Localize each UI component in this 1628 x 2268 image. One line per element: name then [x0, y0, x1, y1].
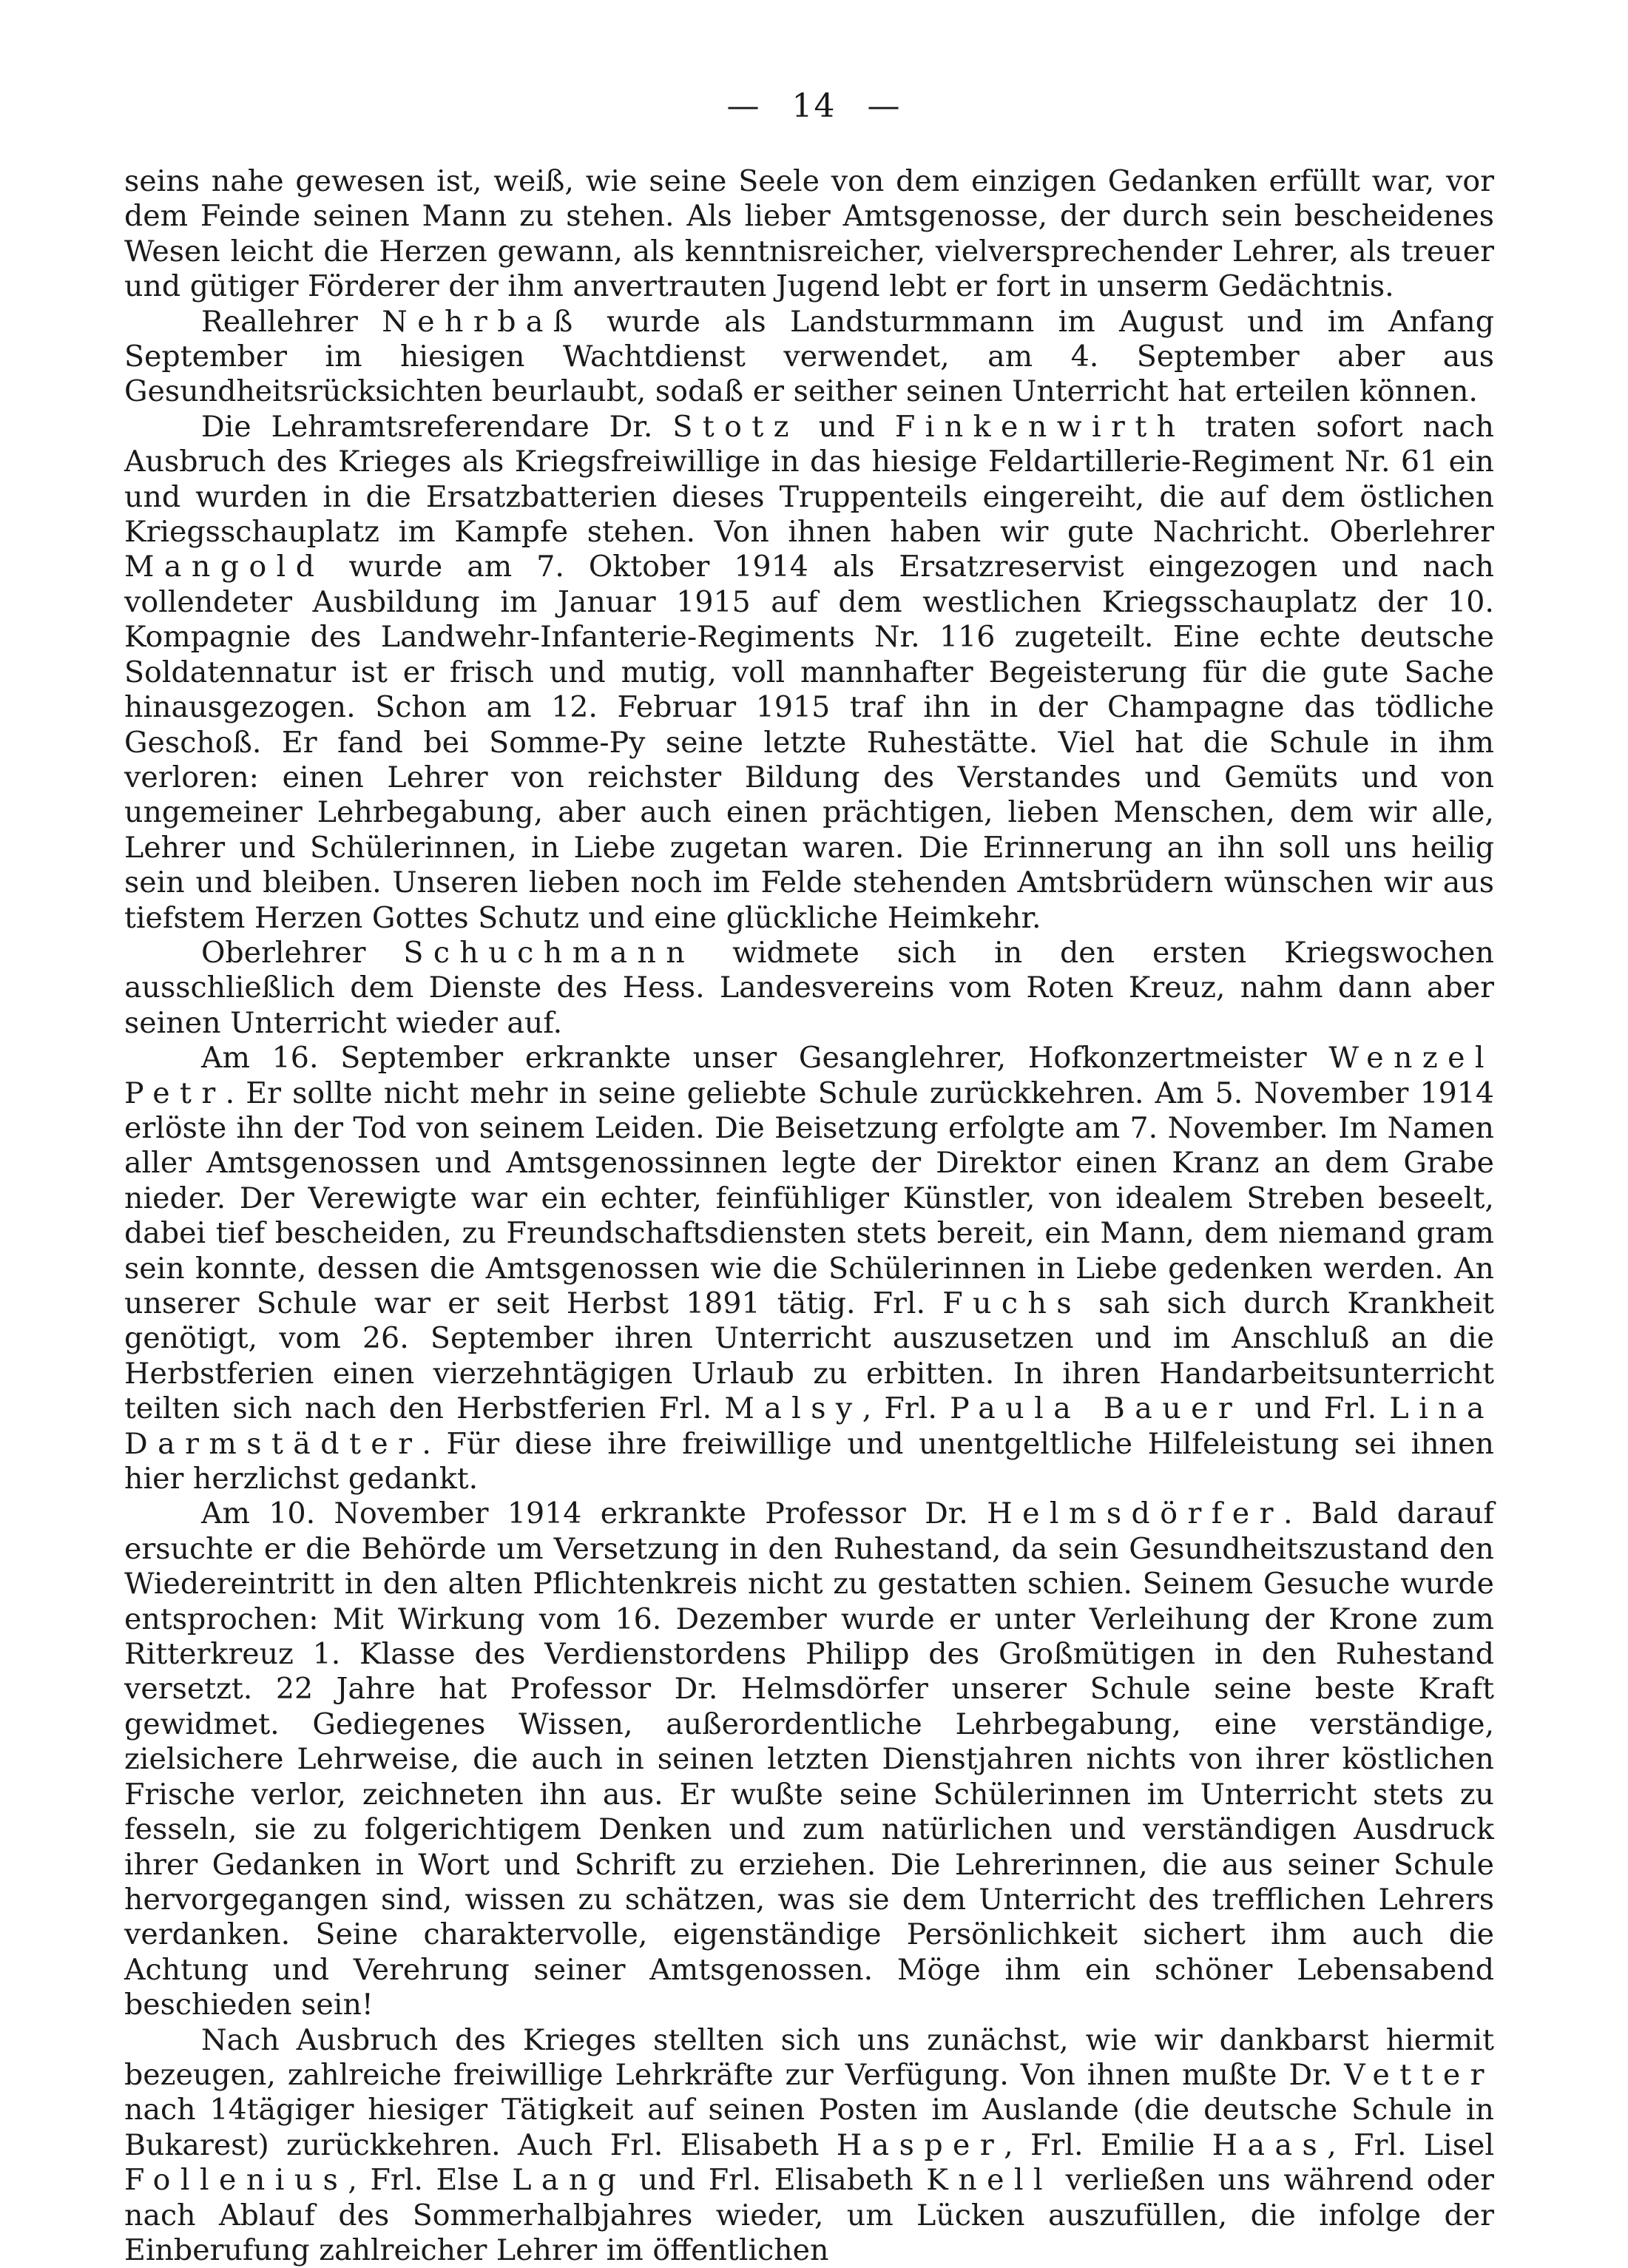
spaced-name: Schuchmann [403, 935, 695, 970]
paragraph [124, 2023, 1494, 2268]
text-run: sah sich durch Krankheit genötigt, vom 26. September ihren Unterricht auszusetzen und im Anschluß an die Herbstferien einen vierzehntägigen Urlaub zu erbitten. In ihren Handarbeitsunterricht teilten sich nach den Herbstferien Frl. [124, 1286, 1494, 1426]
text-run: wurde am 7. Oktober 1914 als Ersatzreservist eingezogen und nach vollendeter Ausbildung im Januar 1915 auf dem westlichen Kriegsschauplatz der 10. Kompagnie des Landwehr-Infanterie-Regiments Nr. 116 zugeteilt. Eine echte deutsche Soldatennatur ist er frisch und mutig, voll mannhafter Begeisterung für die gute Sache hinausgezogen. Schon am 12. Februar 1915 traf ihn in der Champagne das tödliche Geschoß. Er fand bei Somme-Py seine letzte Ruhestätte. Viel hat die Schule in ihm verloren: einen Lehrer von reichster Bildung des Verstandes und Gemüts und von ungemeiner Lehrbegabung, aber auch einen prächtigen, lieben Menschen, dem wir alle, Lehrer und Schülerinnen, in Liebe zugetan waren. Die Erinnerung an ihn soll uns heilig sein und bleiben. Unseren lieben noch im Felde stehenden Amtsbrüdern wünschen wir aus tiefstem Herzen Gottes Schutz und eine glückliche Heimkehr. [124, 550, 1494, 935]
spaced-name: Lang [512, 2163, 626, 2198]
spaced-name: Knell [926, 2163, 1053, 2198]
text-run: und Frl. [1242, 1391, 1390, 1426]
text-run: verließen uns während oder nach Ablauf des Sommerhalbjahres wieder, um Lücken auszufüllen, die infolge der Einberufung zahlreicher Lehrer im öffentlichen [124, 2163, 1494, 2267]
paragraph [124, 1496, 1494, 2022]
spaced-name: Helmsdörfer [987, 1496, 1283, 1531]
body-text [124, 164, 1494, 2268]
spaced-name: Lina Darmstädter [124, 1391, 1494, 1461]
text-run: . Für diese ihre freiwillige und unentgeltliche Hilfeleistung sei ihnen hier herzlichst gedankt. [124, 1426, 1494, 1496]
paragraph [124, 164, 1494, 305]
text-run: . Er sollte nicht mehr in seine geliebte Schule zurückkehren. Am 5. November 1914 erlöste ihn der Tod von seinem Leiden. Die Beisetzung erfolgte am 7. November. Im Namen aller Amtsgenossen und Amtsgenossinnen legte der Direktor einen Kranz an dem Grabe nieder. Der Verewigte war ein echter, feinfühliger Künstler, von idealem Streben beseelt, dabei tief bescheiden, zu Freundschaftsdiensten stets bereit, ein Mann, dem niemand gram sein konnte, dessen die Amtsgenossen wie die Schülerinnen in Liebe gedenken werden. An unserer Schule war er seit Herbst 1891 tätig. Frl. [124, 1076, 1494, 1320]
spaced-name: Finkenwirth [894, 409, 1186, 444]
text-run: , Frl. Emilie [1004, 2127, 1212, 2162]
text-run: Nach Ausbruch des Krieges stellten sich uns zunächst, wie wir dankbarst hiermit bezeugen, zahlreiche freiwillige Lehrkräfte zur Verfügung. Von ihnen mußte Dr. [124, 2022, 1494, 2092]
text-run: widmete sich in den ersten Kriegswochen ausschließlich dem Dienste des Hess. Landesvereins vom Roten Kreuz, nahm dann aber seinen Unterricht wieder auf. [124, 935, 1494, 1040]
spaced-name: Paula Bauer [950, 1391, 1243, 1426]
text-run: Am 16. September erkrankte unser Gesanglehrer, Hofkonzertmeister [201, 1041, 1329, 1076]
spaced-name: Stotz [672, 409, 799, 444]
paragraph [124, 1041, 1494, 1496]
spaced-name: Malsy [724, 1391, 862, 1426]
text-run: , Frl. Else [348, 2163, 513, 2198]
text-run: , Frl. Lisel [1327, 2127, 1494, 2162]
paragraph [124, 410, 1494, 936]
spaced-name: Wenzel Petr [124, 1041, 1494, 1110]
text-run: Die Lehramtsreferendare Dr. [201, 409, 673, 444]
text-run: und [798, 409, 895, 444]
text-run: traten sofort nach Ausbruch des Krieges als Kriegsfreiwillige in das hiesige Feldartillerie-Regiment Nr. 61 ein und wurden in die Ersatzbatterien dieses Truppenteils eingereiht, die auf dem östlichen Kriegsschauplatz im Kampfe stehen. Von ihnen haben wir gute Nachricht. Oberlehrer [124, 409, 1494, 550]
page-number-dash-left: — [726, 87, 761, 125]
text-run: Reallehrer [201, 304, 382, 339]
text-run: Oberlehrer [201, 935, 404, 970]
text-run: wurde als Landsturmmann im August und im Anfang September im hiesigen Wachtdienst verwendet, am 4. September aber aus Gesundheitsrücksichten beurlaubt, sodaß er seither seinen Unterricht hat erteilen können. [124, 304, 1494, 409]
spaced-name: Haas [1212, 2127, 1328, 2162]
text-run: Am 10. November 1914 erkrankte Professor Dr. [201, 1496, 987, 1531]
spaced-name: Follenius [124, 2163, 348, 2198]
page-number-dash-right: — [867, 87, 902, 125]
text-run: nach 14tägiger hiesiger Tätigkeit auf seinen Posten im Auslande (die deutsche Schule in Bukarest) zurückkehren. Auch Frl. Elisabeth [124, 2093, 1494, 2162]
spaced-name: Fuchs [942, 1286, 1082, 1320]
spaced-name: Hasper [836, 2127, 1004, 2162]
page-number: 14 [791, 87, 837, 125]
spaced-name: Vetter [1344, 2057, 1494, 2092]
spaced-name: Nehrbaß [382, 304, 583, 339]
paragraph [124, 936, 1494, 1041]
text-run: seins nahe gewesen ist, weiß, wie seine Seele von dem einzigen Gedanken erfüllt war, vor dem Feinde seinen Mann zu stehen. Als lieber Amtsgenosse, der durch sein bescheidenes Wesen leicht die Herzen gewann, als kenntnisreicher, vielversprechender Lehrer, als treuer und gütiger Förderer der ihm anvertrauten Jugend lebt er fort in unserm Gedächtnis. [124, 164, 1494, 304]
text-run: und Frl. Elisabeth [626, 2163, 927, 2198]
text-run: , Frl. [862, 1391, 950, 1426]
spaced-name: Mangold [124, 550, 325, 584]
paragraph [124, 305, 1494, 410]
text-run: . Bald darauf ersuchte er die Behörde um Versetzung in den Ruhestand, da sein Gesundheitszustand den Wiedereintritt in den alten Pflichtenkreis nicht zu gestatten schien. Seinem Gesuche wurde entsprochen: Mit Wirkung vom 16. Dezember wurde er unter Verleihung der Krone zum Ritterkreuz 1. Klasse des Verdienstordens Philipp des Großmütigen in den Ruhestand versetzt. 22 Jahre hat Professor Dr. Helmsdörfer unserer Schule seine beste Kraft gewidmet. Gediegenes Wissen, außerordentliche Lehrbegabung, eine verständige, zielsichere Lehrweise, die auch in seinen letzten Dienstjahren nichts von ihrer köstlichen Frische verlor, zeichneten ihn aus. Er wußte seine Schülerinnen im Unterricht stets zu fesseln, sie zu folgerichtigem Denken und zum natürlichen und verständigen Ausdruck ihrer Gedanken in Wort und Schrift zu erziehen. Die Lehrerinnen, die aus seiner Schule hervorgegangen sind, wissen zu schätzen, was sie dem Unterricht des trefflichen Lehrers verdanken. Seine charaktervolle, eigenständige Persönlichkeit sichert ihm auch die Achtung und Verehrung seiner Amtsgenossen. Möge ihm ein schöner Lebensabend beschieden sein! [124, 1496, 1494, 2022]
page-number-header [0, 87, 1628, 125]
